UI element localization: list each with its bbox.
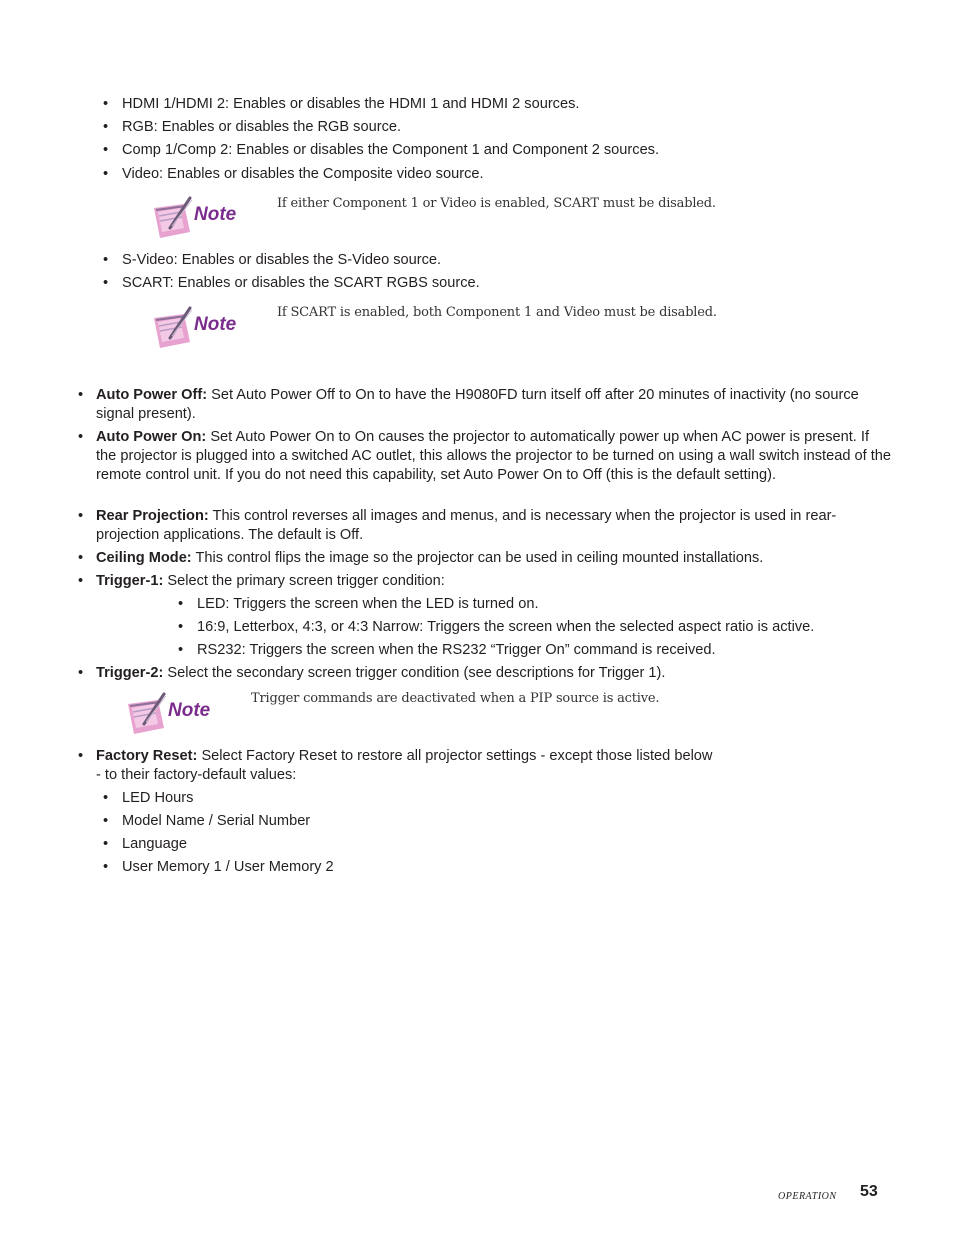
- list-item: • LED Hours: [103, 790, 194, 806]
- item-factory-reset: • Factory Reset: Select Factory Reset to restore all projector settings - except those listed below - to their factory-default values:: [78, 748, 713, 783]
- note-icon: [150, 196, 250, 242]
- list-item: • LED: Triggers the screen when the LED is turned on.: [178, 596, 539, 612]
- footer-section-label: OPERATION: [778, 1191, 837, 1202]
- list-item: • RGB: Enables or disables the RGB source.: [103, 119, 402, 135]
- note-text: If SCART is enabled, both Component 1 and Video must be disabled.: [277, 305, 717, 320]
- list-item: • User Memory 1 / User Memory 2: [103, 859, 334, 875]
- list-item: • Model Name / Serial Number: [103, 813, 311, 829]
- note-label: Note: [168, 700, 211, 721]
- list-item: • Video: Enables or disables the Composite video source.: [103, 166, 484, 182]
- note-icon: [150, 306, 250, 352]
- item-auto-power-off: • Auto Power Off: Set Auto Power Off to On to have the H9080FD turn itself off after 20 minutes of inactivity (no source signal present).: [78, 387, 859, 422]
- list-item: • Comp 1/Comp 2: Enables or disables the Component 1 and Component 2 sources.: [103, 142, 660, 158]
- item-trigger-1: • Trigger-1: Select the primary screen trigger condition:: [78, 573, 445, 589]
- item-ceiling-mode: • Ceiling Mode: This control flips the image so the projector can be used in ceiling mounted installations.: [78, 550, 764, 566]
- item-auto-power-on: • Auto Power On: Set Auto Power On to On causes the projector to automatically power up when AC power is present. If the projector is plugged into a switched AC outlet, this allows the projector to be turned on using a wall switch instead of the remote control unit. If you do not need this capability, set Auto Power On to Off (this is the default setting).: [78, 429, 892, 483]
- item-trigger-2: • Trigger-2: Select the secondary screen trigger condition (see descriptions for Trigger 1).: [78, 665, 666, 681]
- list-item: • RS232: Triggers the screen when the RS232 “Trigger On” command is received.: [178, 642, 716, 658]
- list-item: • SCART: Enables or disables the SCART RGBS source.: [103, 275, 480, 291]
- list-item: • S-Video: Enables or disables the S-Video source.: [103, 252, 442, 268]
- list-item: • HDMI 1/HDMI 2: Enables or disables the HDMI 1 and HDMI 2 sources.: [103, 96, 580, 112]
- page-number: 53: [860, 1183, 878, 1200]
- note-text: Trigger commands are deactivated when a PIP source is active.: [251, 691, 660, 706]
- note-label: Note: [194, 204, 237, 225]
- note-text: If either Component 1 or Video is enabled, SCART must be disabled.: [277, 196, 716, 211]
- item-rear-projection: • Rear Projection: This control reverses all images and menus, and is necessary when the projector is used in rear-projection applications. The default is Off.: [78, 508, 837, 543]
- note-icon: [124, 692, 224, 738]
- note-label: Note: [194, 314, 237, 335]
- list-item: • Language: [103, 836, 187, 852]
- list-item: • 16:9, Letterbox, 4:3, or 4:3 Narrow: Triggers the screen when the selected aspect ratio is active.: [178, 619, 815, 635]
